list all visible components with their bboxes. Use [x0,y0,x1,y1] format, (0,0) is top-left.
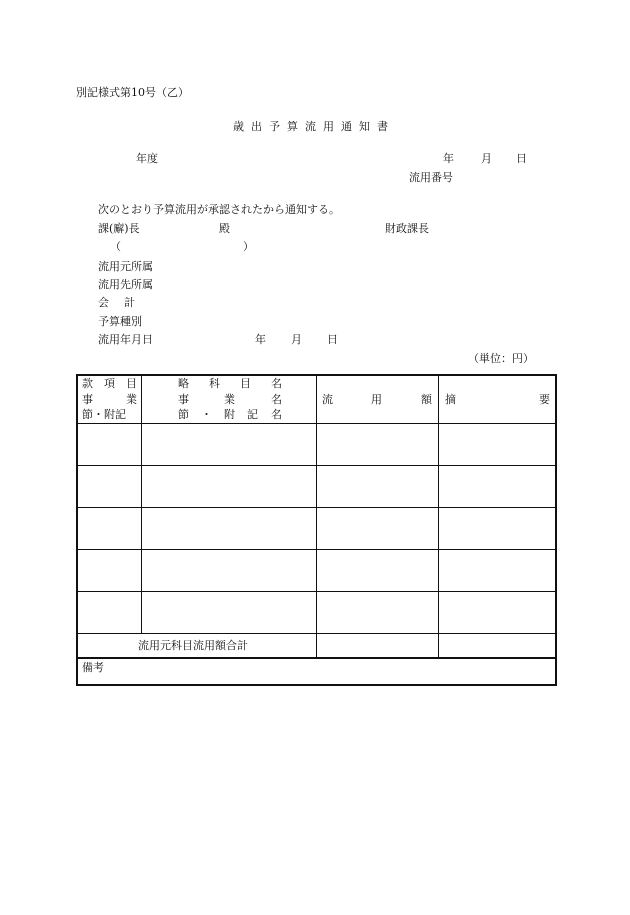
table-row [78,424,555,465]
header-kan: 款 [82,377,93,390]
date-month-label: 月 [481,152,492,165]
finance-chief-label: 財政課長 [385,222,429,235]
table-row [78,466,555,507]
header-ryaku: 略 [178,377,189,390]
date-year-label: 年 [443,152,454,165]
account-label-1: 会 [98,296,109,309]
document-title: 歳出予算流用通知書 [233,120,395,133]
table-row [78,592,555,633]
date-day-label: 日 [516,152,527,165]
table-row [78,508,555,549]
transfer-date-day: 日 [327,333,338,346]
budget-type-label: 予算種別 [98,315,142,328]
header-moku: 目 [126,377,137,390]
transfer-date-year: 年 [255,333,266,346]
transfer-number-label: 流用番号 [409,171,453,184]
header-teki: 摘 [445,393,456,406]
transfer-date-month: 月 [291,333,302,346]
intro-text: 次のとおり予算流用が承認されたから通知する。 [98,203,340,216]
remarks-label: 備考 [82,661,104,674]
header-dot2: ・ [201,408,212,421]
header-moku2: 目 [240,377,251,390]
header-gyou2: 業 [224,393,235,406]
transfer-date-label: 流用年月日 [98,333,153,346]
addressee-label: 課(廨)長 [98,222,140,235]
total-label: 流用元科目流用額合計 [138,639,248,652]
header-gyou: 業 [126,393,137,406]
header-ji: 事 [82,393,93,406]
header-mei2: 名 [271,393,282,406]
header-you: 用 [371,393,382,406]
header-gaku: 額 [421,393,432,406]
header-ka: 科 [209,377,220,390]
honorific-label: 殿 [219,222,230,235]
header-setsu-fuki: 節・附記 [82,408,126,421]
header-fu2: 附 [224,408,235,421]
source-dept-label: 流用元所属 [98,260,153,273]
paren-close: ） [243,240,254,253]
header-ji2: 事 [178,393,189,406]
dest-dept-label: 流用先所属 [98,278,153,291]
header-setsu2: 節 [178,408,189,421]
header-ryu: 流 [322,393,333,406]
table-row [78,550,555,591]
paren-open: （ [110,240,121,253]
unit-label: （単位：円） [468,352,534,365]
header-ki2: 記 [247,408,258,421]
header-mei: 名 [271,377,282,390]
account-label-2: 計 [124,296,135,309]
header-you2: 要 [539,393,550,406]
header-kou: 項 [104,377,115,390]
form-id: 別記様式第10号（乙） [76,86,189,99]
fiscal-year-label: 年度 [136,152,158,165]
header-mei3: 名 [271,408,282,421]
